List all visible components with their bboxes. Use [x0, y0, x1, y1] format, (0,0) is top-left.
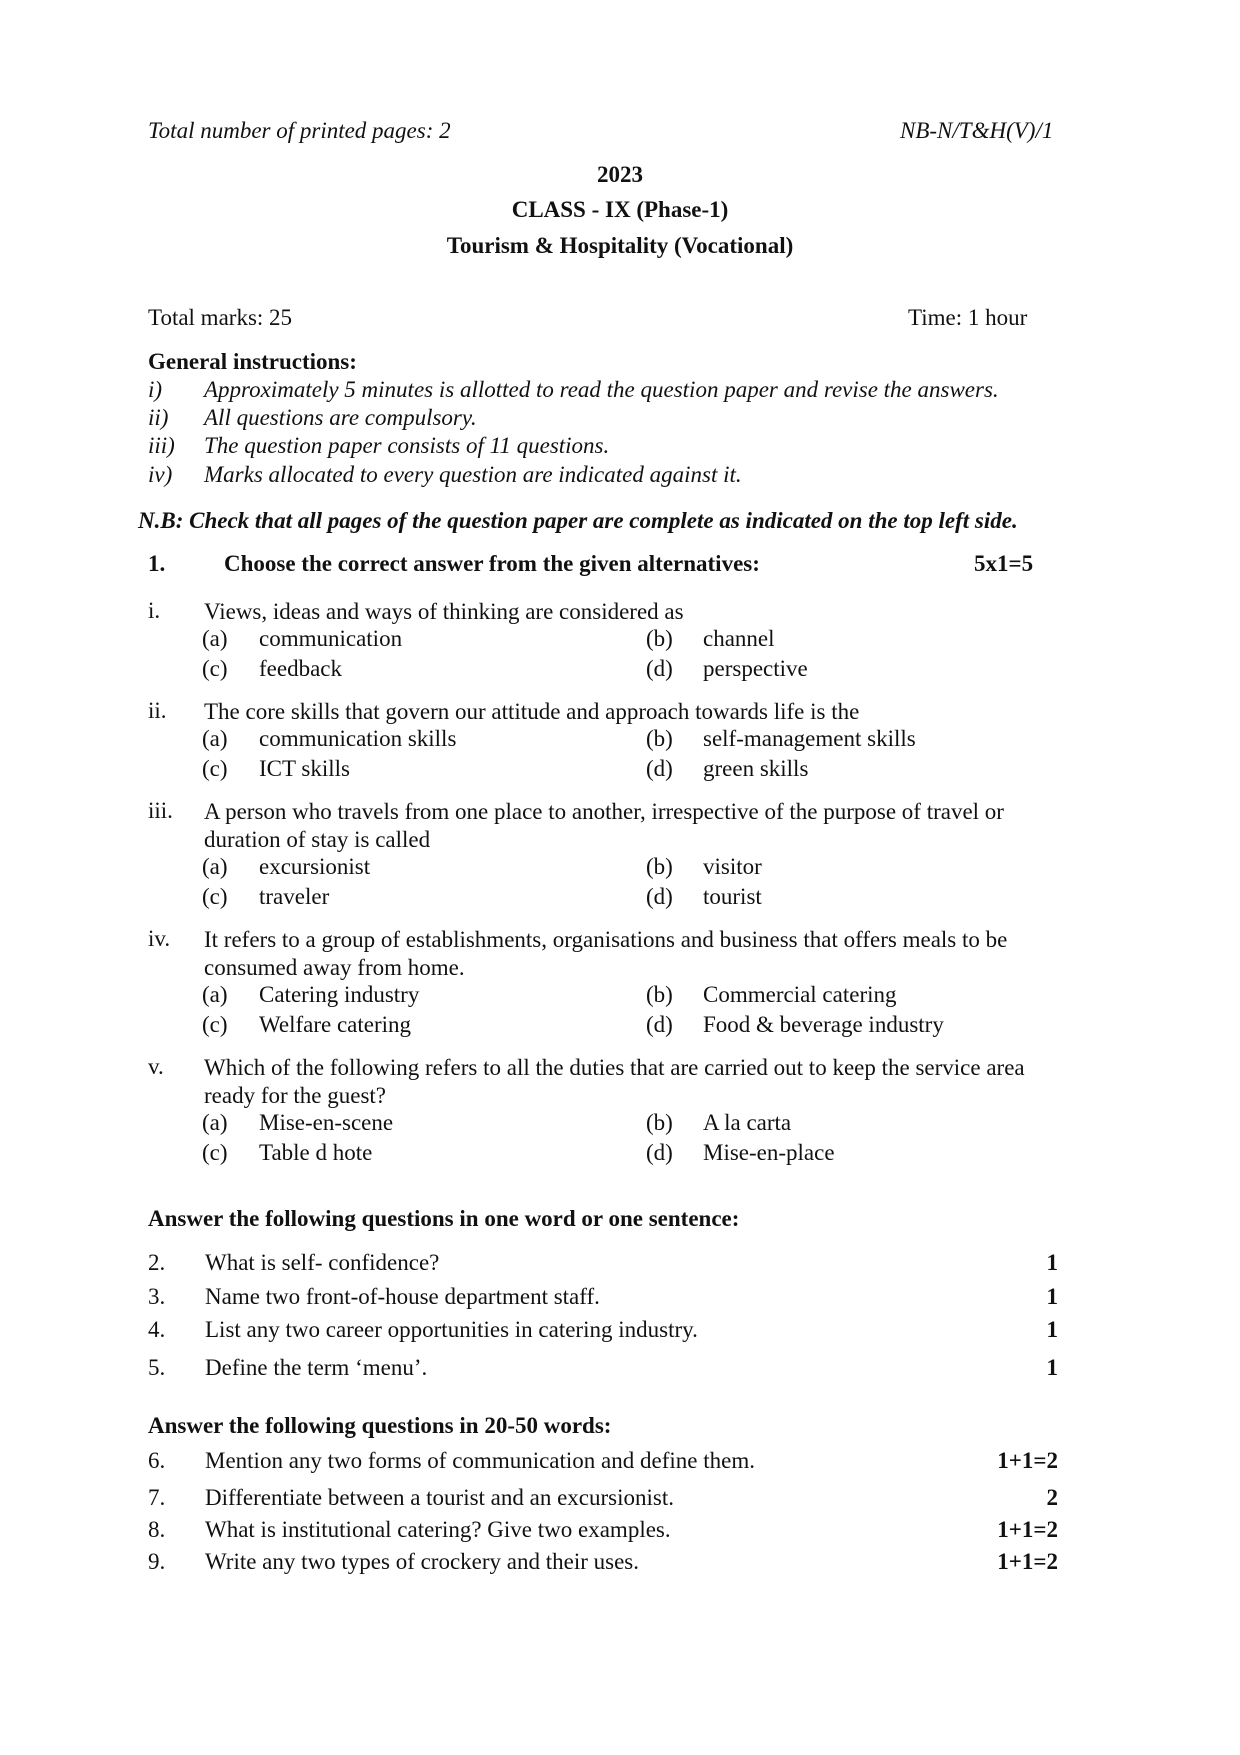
question-number: 7. [148, 1485, 166, 1510]
question-number: 9. [148, 1549, 166, 1574]
instruction-number: iii) [148, 433, 175, 458]
printed-pages-note: Total number of printed pages: 2 [148, 118, 451, 143]
exam-year: 2023 [597, 162, 643, 187]
nb-note: N.B: Check that all pages of the question paper are complete as indicated on the top left side. [138, 508, 1018, 533]
option-text: Table d hote [259, 1140, 373, 1165]
option-letter: (a) [202, 626, 228, 651]
option-text: tourist [703, 884, 762, 909]
question-number: iv. [148, 926, 171, 951]
option-text: perspective [703, 656, 808, 681]
question-marks: 1 [1046, 1284, 1058, 1309]
instruction-text: Approximately 5 minutes is allotted to read the question paper and revise the answers. [204, 377, 999, 402]
option-letter: (b) [646, 982, 673, 1007]
question-number: ii. [148, 698, 167, 723]
question-number: v. [148, 1054, 164, 1079]
paper-code: NB-N/T&H(V)/1 [900, 118, 1054, 143]
option-letter: (b) [646, 726, 673, 751]
question-text: Name two front-of-house department staff. [205, 1284, 600, 1309]
question-number: 3. [148, 1284, 166, 1309]
option-text: A la carta [703, 1110, 792, 1135]
question-text: Which of the following refers to all the duties that are carried out to keep the service area ready for the guest? [204, 1055, 1025, 1108]
option-text: communication skills [259, 726, 457, 751]
question-marks: 1 [1046, 1317, 1058, 1342]
question-marks: 1 [1046, 1250, 1058, 1275]
instruction-number: ii) [148, 405, 169, 430]
option-letter: (a) [202, 854, 228, 879]
option-letter: (a) [202, 1110, 228, 1135]
exam-subject: Tourism & Hospitality (Vocational) [446, 233, 794, 258]
section1-marks: 5x1=5 [974, 551, 1034, 576]
question-text: It refers to a group of establishments, organisations and business that offers meals to be consumed away from home. [204, 927, 1008, 980]
question-text: List any two career opportunities in catering industry. [205, 1317, 698, 1342]
option-letter: (d) [646, 1140, 673, 1165]
question-text: Write any two types of crockery and their uses. [205, 1549, 640, 1574]
question-text: What is institutional catering? Give two examples. [205, 1517, 671, 1542]
option-letter: (c) [202, 756, 228, 781]
option-text: Commercial catering [703, 982, 897, 1007]
option-text: self-management skills [703, 726, 916, 751]
question-text: Define the term ‘menu’. [205, 1355, 428, 1380]
option-text: traveler [259, 884, 330, 909]
question-text: Mention any two forms of communication and define them. [205, 1448, 755, 1473]
question-text: Views, ideas and ways of thinking are considered as [204, 599, 684, 624]
option-letter: (c) [202, 1012, 228, 1037]
option-text: Food & beverage industry [703, 1012, 944, 1037]
option-letter: (c) [202, 656, 228, 681]
question-number: 8. [148, 1517, 166, 1542]
section1-number: 1. [148, 551, 166, 576]
question-marks: 1+1=2 [997, 1448, 1058, 1473]
option-text: Mise-en-scene [259, 1110, 394, 1135]
question-number: 4. [148, 1317, 166, 1342]
question-number: i. [148, 598, 161, 623]
question-text: The core skills that govern our attitude and approach towards life is the [204, 699, 860, 724]
question-marks: 1 [1046, 1355, 1058, 1380]
instruction-number: iv) [148, 462, 173, 487]
option-text: communication [259, 626, 403, 651]
question-marks: 1+1=2 [997, 1517, 1058, 1542]
option-text: Catering industry [259, 982, 420, 1007]
exam-class: CLASS - IX (Phase-1) [511, 197, 729, 222]
instruction-number: i) [148, 377, 163, 402]
option-letter: (d) [646, 656, 673, 681]
question-text: What is self- confidence? [205, 1250, 440, 1275]
option-letter: (b) [646, 854, 673, 879]
option-text: visitor [703, 854, 762, 879]
option-text: excursionist [259, 854, 371, 879]
question-text: Differentiate between a tourist and an excursionist. [205, 1485, 674, 1510]
option-letter: (c) [202, 884, 228, 909]
section3-heading: Answer the following questions in 20-50 words: [148, 1413, 612, 1438]
question-number: 6. [148, 1448, 166, 1473]
option-letter: (c) [202, 1140, 228, 1165]
option-letter: (d) [646, 756, 673, 781]
option-letter: (a) [202, 726, 228, 751]
question-number: 5. [148, 1355, 166, 1380]
option-text: Welfare catering [259, 1012, 412, 1037]
instruction-text: Marks allocated to every question are indicated against it. [204, 462, 742, 487]
option-letter: (a) [202, 982, 228, 1007]
option-letter: (d) [646, 1012, 673, 1037]
question-number: 2. [148, 1250, 166, 1275]
option-text: ICT skills [259, 756, 350, 781]
section2-heading: Answer the following questions in one word or one sentence: [148, 1206, 740, 1231]
question-number: iii. [148, 798, 173, 823]
option-text: green skills [703, 756, 809, 781]
instruction-text: The question paper consists of 11 questions. [204, 433, 610, 458]
question-text: A person who travels from one place to another, irrespective of the purpose of travel or duration of stay is called [204, 799, 1004, 852]
option-text: channel [703, 626, 775, 651]
option-text: Mise-en-place [703, 1140, 835, 1165]
question-marks: 2 [1046, 1485, 1058, 1510]
section1-heading: Choose the correct answer from the given alternatives: [224, 551, 760, 576]
option-letter: (b) [646, 1110, 673, 1135]
option-letter: (b) [646, 626, 673, 651]
option-letter: (d) [646, 884, 673, 909]
instruction-text: All questions are compulsory. [204, 405, 477, 430]
total-marks: Total marks: 25 [148, 305, 293, 330]
instructions-heading: General instructions: [148, 349, 357, 374]
exam-time: Time: 1 hour [908, 305, 1028, 330]
question-marks: 1+1=2 [997, 1549, 1058, 1574]
option-text: feedback [259, 656, 342, 681]
